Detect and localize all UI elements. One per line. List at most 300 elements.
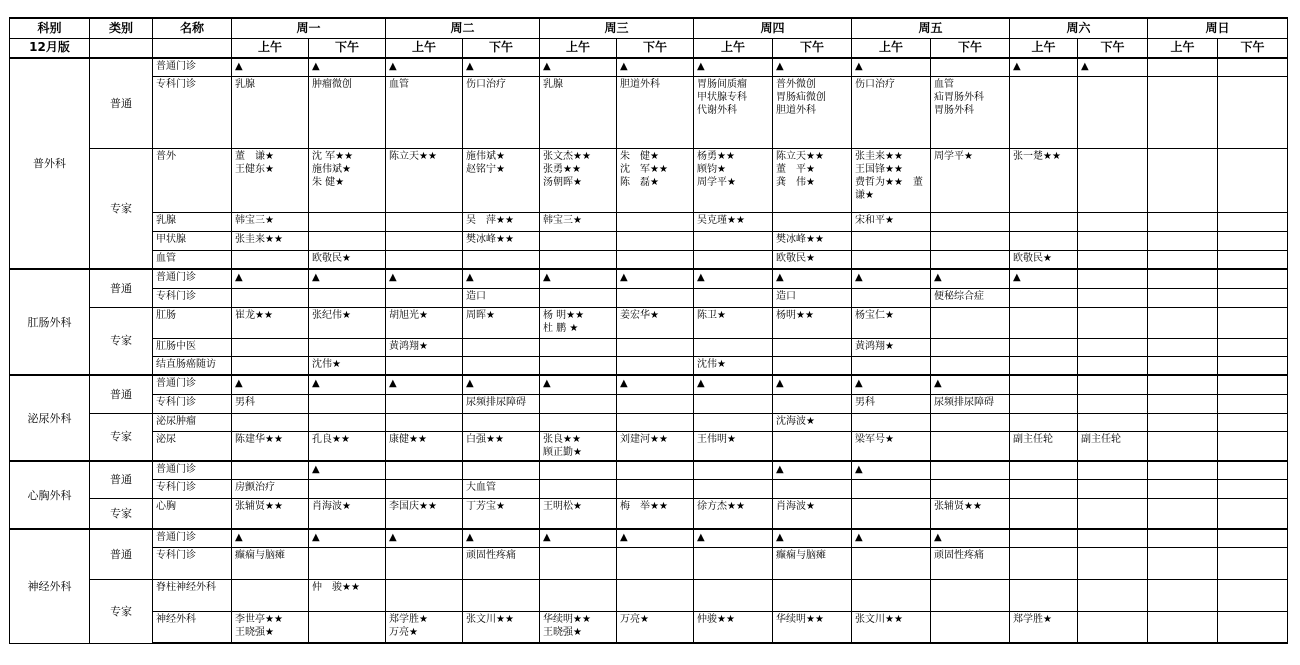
category-label: 专家: [90, 498, 153, 529]
schedule-cell: 陈建华★★: [232, 431, 309, 461]
day-header-wed: 周三: [540, 18, 694, 38]
clinic-name: 普通门诊: [153, 461, 232, 479]
schedule-cell: 华续明★★: [773, 611, 852, 643]
schedule-cell: 孔良★★: [309, 431, 386, 461]
schedule-cell: [232, 356, 309, 375]
schedule-cell: ▲: [463, 375, 540, 394]
schedule-cell: ▲: [617, 269, 694, 288]
dept-header: 科别: [10, 18, 90, 38]
clinic-name: 结直肠癌随访: [153, 356, 232, 375]
schedule-row: [10, 394, 1288, 413]
schedule-cell: ▲: [309, 375, 386, 394]
schedule-cell: [852, 498, 931, 529]
schedule-cell: 便秘综合症: [931, 288, 1010, 307]
schedule-cell: [232, 461, 309, 479]
schedule-cell: [1078, 288, 1148, 307]
schedule-cell: 欧敬民★: [309, 250, 386, 269]
schedule-cell: [1078, 307, 1148, 338]
schedule-cell: [1218, 288, 1288, 307]
schedule-cell: [386, 212, 463, 231]
schedule-cell: [773, 479, 852, 498]
schedule-cell: [540, 338, 617, 356]
clinic-name: 神经外科: [153, 611, 232, 643]
schedule-cell: [1148, 288, 1218, 307]
schedule-cell: 李世亭★★ 王晓强★: [232, 611, 309, 643]
schedule-cell: [1148, 269, 1218, 288]
schedule-cell: 施伟斌★ 赵铭宁★: [463, 148, 540, 212]
schedule-cell: 肿瘤微创: [309, 76, 386, 148]
clinic-name: 泌尿肿瘤: [153, 413, 232, 431]
schedule-cell: ▲: [540, 269, 617, 288]
schedule-cell: 韩宝三★: [232, 212, 309, 231]
schedule-cell: [1148, 250, 1218, 269]
schedule-cell: [1218, 579, 1288, 611]
schedule-cell: [1010, 498, 1078, 529]
name-header: 名称: [153, 18, 232, 38]
schedule-cell: 张辅贤★★: [232, 498, 309, 529]
schedule-cell: 癫痫与脑瘫: [232, 547, 309, 579]
schedule-cell: 梁军号★: [852, 431, 931, 461]
schedule-cell: 沈伟★: [694, 356, 773, 375]
schedule-cell: [232, 288, 309, 307]
schedule-cell: [463, 250, 540, 269]
schedule-cell: [386, 250, 463, 269]
schedule-cell: [1148, 338, 1218, 356]
schedule-cell: [773, 338, 852, 356]
schedule-cell: [931, 461, 1010, 479]
schedule-cell: [694, 338, 773, 356]
schedule-row: [10, 231, 1288, 250]
empty-header-cell: [153, 38, 232, 58]
schedule-row: [10, 338, 1288, 356]
schedule-cell: ▲: [540, 375, 617, 394]
schedule-cell: 张纪伟★: [309, 307, 386, 338]
schedule-cell: [1078, 461, 1148, 479]
schedule-cell: 男科: [852, 394, 931, 413]
category-label: 普通: [90, 461, 153, 498]
schedule-cell: 造口: [463, 288, 540, 307]
schedule-cell: [309, 611, 386, 643]
schedule-cell: 陈立天★★ 董 平★ 龚 伟★: [773, 148, 852, 212]
schedule-cell: [1078, 498, 1148, 529]
schedule-cell: [1218, 250, 1288, 269]
schedule-cell: [386, 394, 463, 413]
schedule-cell: [540, 250, 617, 269]
schedule-cell: 张辅贤★★: [931, 498, 1010, 529]
department-label: 肛肠外科: [10, 269, 90, 375]
schedule-cell: [1078, 579, 1148, 611]
schedule-cell: [386, 579, 463, 611]
schedule-cell: ▲: [1078, 58, 1148, 76]
schedule-cell: 尿频排尿障碍: [463, 394, 540, 413]
schedule-cell: [309, 288, 386, 307]
schedule-cell: [540, 356, 617, 375]
clinic-name: 泌尿: [153, 431, 232, 461]
schedule-cell: [1078, 479, 1148, 498]
pm-header: 下午: [931, 38, 1010, 58]
schedule-cell: [232, 579, 309, 611]
schedule-cell: 男科: [232, 394, 309, 413]
schedule-cell: 朱 健★ 沈 军★★ 陈 磊★: [617, 148, 694, 212]
clinic-name: 肛肠中医: [153, 338, 232, 356]
schedule-cell: 黄鸿翔★: [852, 338, 931, 356]
schedule-cell: ▲: [694, 269, 773, 288]
category-label: 普通: [90, 529, 153, 579]
schedule-cell: [309, 212, 386, 231]
schedule-cell: 顽固性疼痛: [463, 547, 540, 579]
schedule-cell: [1078, 394, 1148, 413]
schedule-cell: ▲: [617, 529, 694, 547]
schedule-cell: [1078, 375, 1148, 394]
schedule-cell: 梅 举★★: [617, 498, 694, 529]
schedule-cell: [773, 394, 852, 413]
schedule-cell: [617, 394, 694, 413]
clinic-name: 专科门诊: [153, 547, 232, 579]
schedule-cell: 欧敬民★: [1010, 250, 1078, 269]
schedule-cell: [617, 338, 694, 356]
schedule-cell: ▲: [773, 375, 852, 394]
schedule-cell: [1218, 611, 1288, 643]
schedule-cell: [1078, 212, 1148, 231]
table-body: [10, 58, 1288, 643]
table-header: [10, 18, 1288, 58]
schedule-cell: [1078, 611, 1148, 643]
schedule-cell: [1148, 498, 1218, 529]
schedule-cell: [931, 356, 1010, 375]
schedule-cell: [1148, 76, 1218, 148]
schedule-cell: [617, 231, 694, 250]
schedule-cell: 王伟明★: [694, 431, 773, 461]
schedule-row: [10, 498, 1288, 529]
schedule-cell: [386, 547, 463, 579]
schedule-cell: 肖海波★: [773, 498, 852, 529]
schedule-cell: [1218, 431, 1288, 461]
schedule-cell: 宋和平★: [852, 212, 931, 231]
schedule-cell: 沈 军★★ 施伟斌★ 朱 健★: [309, 148, 386, 212]
schedule-cell: ▲: [773, 58, 852, 76]
category-label: 专家: [90, 148, 153, 269]
day-header-mon: 周一: [232, 18, 386, 38]
schedule-cell: ▲: [852, 529, 931, 547]
schedule-cell: [617, 479, 694, 498]
schedule-cell: [931, 338, 1010, 356]
schedule-cell: [386, 461, 463, 479]
schedule-row: [10, 269, 1288, 288]
schedule-cell: [1218, 498, 1288, 529]
schedule-cell: 韩宝三★: [540, 212, 617, 231]
schedule-cell: 副主任轮: [1078, 431, 1148, 461]
schedule-cell: [1148, 231, 1218, 250]
schedule-cell: ▲: [773, 461, 852, 479]
schedule-row: [10, 479, 1288, 498]
schedule-cell: [309, 394, 386, 413]
schedule-row: [10, 288, 1288, 307]
schedule-cell: [1148, 307, 1218, 338]
schedule-cell: [1010, 579, 1078, 611]
schedule-cell: ▲: [852, 461, 931, 479]
schedule-cell: ▲: [386, 269, 463, 288]
clinic-name: 普外: [153, 148, 232, 212]
schedule-cell: [617, 547, 694, 579]
schedule-cell: [309, 231, 386, 250]
schedule-cell: [540, 231, 617, 250]
schedule-cell: [694, 413, 773, 431]
schedule-cell: [1148, 212, 1218, 231]
schedule-cell: [694, 479, 773, 498]
clinic-name: 普通门诊: [153, 269, 232, 288]
am-header: 上午: [852, 38, 931, 58]
schedule-cell: 癫痫与脑瘫: [773, 547, 852, 579]
schedule-cell: [540, 547, 617, 579]
schedule-cell: [309, 338, 386, 356]
schedule-cell: ▲: [617, 375, 694, 394]
schedule-cell: ▲: [309, 58, 386, 76]
schedule-cell: 沈伟★: [309, 356, 386, 375]
schedule-cell: 张文杰★★ 张勇★★ 汤朝晖★: [540, 148, 617, 212]
schedule-cell: 胃肠间质瘤 甲状腺专科 代谢外科: [694, 76, 773, 148]
schedule-cell: [1010, 394, 1078, 413]
clinic-name: 普通门诊: [153, 375, 232, 394]
schedule-cell: [386, 231, 463, 250]
clinic-name: 专科门诊: [153, 76, 232, 148]
schedule-cell: 樊冰峰★★: [463, 231, 540, 250]
schedule-cell: 徐方杰★★: [694, 498, 773, 529]
schedule-cell: [1078, 269, 1148, 288]
schedule-cell: [1148, 611, 1218, 643]
schedule-cell: [1218, 479, 1288, 498]
schedule-cell: [1078, 547, 1148, 579]
schedule-cell: [1010, 288, 1078, 307]
department-label: 泌尿外科: [10, 375, 90, 461]
schedule-row: [10, 461, 1288, 479]
schedule-cell: [1078, 356, 1148, 375]
schedule-cell: [931, 231, 1010, 250]
schedule-cell: 仲 骏★★: [309, 579, 386, 611]
schedule-cell: [694, 288, 773, 307]
category-label: 普通: [90, 58, 153, 148]
day-header-thu: 周四: [694, 18, 852, 38]
schedule-row: [10, 212, 1288, 231]
clinic-schedule-table: [9, 17, 1288, 644]
department-label: 心胸外科: [10, 461, 90, 529]
schedule-cell: 崔龙★★: [232, 307, 309, 338]
schedule-row: [10, 250, 1288, 269]
schedule-cell: ▲: [852, 58, 931, 76]
schedule-cell: [931, 431, 1010, 461]
schedule-row: [10, 431, 1288, 461]
schedule-cell: 普外微创 胃肠疝微创 胆道外科: [773, 76, 852, 148]
schedule-cell: 郑学胜★: [1010, 611, 1078, 643]
schedule-cell: [931, 611, 1010, 643]
schedule-cell: [1218, 547, 1288, 579]
schedule-cell: [852, 547, 931, 579]
schedule-cell: [617, 212, 694, 231]
schedule-cell: ▲: [232, 58, 309, 76]
schedule-cell: [931, 579, 1010, 611]
schedule-cell: 副主任轮: [1010, 431, 1078, 461]
clinic-name: 心胸: [153, 498, 232, 529]
pm-header: 下午: [1218, 38, 1288, 58]
am-header: 上午: [694, 38, 773, 58]
schedule-row: [10, 76, 1288, 148]
schedule-cell: [1078, 413, 1148, 431]
schedule-cell: [694, 250, 773, 269]
pm-header: 下午: [1078, 38, 1148, 58]
schedule-cell: [852, 250, 931, 269]
schedule-cell: ▲: [309, 529, 386, 547]
schedule-cell: [694, 547, 773, 579]
schedule-cell: [1148, 413, 1218, 431]
schedule-cell: 杨勇★★ 顾钧★ 周学平★: [694, 148, 773, 212]
schedule-cell: [1078, 148, 1148, 212]
schedule-cell: 乳腺: [540, 76, 617, 148]
category-label: 普通: [90, 269, 153, 307]
category-label: 专家: [90, 579, 153, 643]
clinic-name: 血管: [153, 250, 232, 269]
day-header-sat: 周六: [1010, 18, 1148, 38]
schedule-cell: 杨明★★: [773, 307, 852, 338]
clinic-name: 肛肠: [153, 307, 232, 338]
schedule-cell: ▲: [617, 58, 694, 76]
schedule-cell: [463, 461, 540, 479]
day-header-fri: 周五: [852, 18, 1010, 38]
schedule-cell: 樊冰峰★★: [773, 231, 852, 250]
schedule-cell: ▲: [931, 375, 1010, 394]
pm-header: 下午: [617, 38, 694, 58]
category-header: 类别: [90, 18, 153, 38]
schedule-cell: 大血管: [463, 479, 540, 498]
schedule-cell: [540, 413, 617, 431]
schedule-cell: [852, 413, 931, 431]
schedule-cell: [1218, 58, 1288, 76]
schedule-cell: 张文川★★: [852, 611, 931, 643]
pm-header: 下午: [463, 38, 540, 58]
schedule-cell: [617, 579, 694, 611]
schedule-cell: [617, 461, 694, 479]
schedule-cell: 沈海波★: [773, 413, 852, 431]
schedule-cell: [386, 356, 463, 375]
schedule-cell: [1218, 76, 1288, 148]
pm-header: 下午: [309, 38, 386, 58]
schedule-cell: [1078, 250, 1148, 269]
schedule-cell: ▲: [309, 269, 386, 288]
schedule-cell: [540, 461, 617, 479]
schedule-cell: ▲: [540, 58, 617, 76]
schedule-cell: [1148, 479, 1218, 498]
schedule-cell: [309, 479, 386, 498]
schedule-cell: [773, 431, 852, 461]
schedule-cell: [463, 356, 540, 375]
schedule-cell: 肖海波★: [309, 498, 386, 529]
schedule-cell: [617, 356, 694, 375]
schedule-cell: 杨宝仁★: [852, 307, 931, 338]
schedule-cell: [852, 356, 931, 375]
schedule-cell: ▲: [386, 529, 463, 547]
schedule-cell: ▲: [852, 269, 931, 288]
am-header: 上午: [232, 38, 309, 58]
schedule-cell: 刘建河★★: [617, 431, 694, 461]
schedule-cell: [232, 250, 309, 269]
schedule-cell: ▲: [386, 375, 463, 394]
schedule-cell: 董 谦★ 王健东★: [232, 148, 309, 212]
schedule-cell: ▲: [463, 269, 540, 288]
schedule-cell: [386, 479, 463, 498]
schedule-cell: [309, 413, 386, 431]
schedule-cell: 血管 疝胃肠外科 胃肠外科: [931, 76, 1010, 148]
schedule-row: [10, 375, 1288, 394]
schedule-cell: 房颤治疗: [232, 479, 309, 498]
schedule-cell: 吴 萍★★: [463, 212, 540, 231]
empty-header-cell: [90, 38, 153, 58]
schedule-cell: ▲: [232, 269, 309, 288]
schedule-cell: ▲: [1010, 58, 1078, 76]
clinic-name: 专科门诊: [153, 394, 232, 413]
schedule-cell: [1148, 58, 1218, 76]
schedule-cell: 乳腺: [232, 76, 309, 148]
schedule-cell: [931, 413, 1010, 431]
schedule-row: [10, 529, 1288, 547]
schedule-cell: [617, 413, 694, 431]
schedule-cell: [852, 579, 931, 611]
schedule-cell: [1010, 461, 1078, 479]
category-label: 专家: [90, 413, 153, 461]
schedule-cell: [617, 288, 694, 307]
schedule-row: [10, 579, 1288, 611]
schedule-cell: ▲: [773, 269, 852, 288]
schedule-cell: 血管: [386, 76, 463, 148]
schedule-cell: [617, 250, 694, 269]
schedule-cell: [1148, 375, 1218, 394]
schedule-cell: 杨 明★★ 杜 鹏 ★: [540, 307, 617, 338]
schedule-cell: 黄鸿翔★: [386, 338, 463, 356]
schedule-cell: 张良★★ 顾正勤★: [540, 431, 617, 461]
am-header: 上午: [1148, 38, 1218, 58]
category-label: 专家: [90, 307, 153, 375]
schedule-cell: [1010, 356, 1078, 375]
schedule-cell: [931, 307, 1010, 338]
version-label: 12月版: [10, 38, 90, 58]
pm-header: 下午: [773, 38, 852, 58]
schedule-cell: [463, 579, 540, 611]
schedule-cell: 造口: [773, 288, 852, 307]
am-header: 上午: [386, 38, 463, 58]
schedule-cell: 伤口治疗: [463, 76, 540, 148]
schedule-cell: [1078, 231, 1148, 250]
schedule-cell: [1010, 547, 1078, 579]
schedule-cell: ▲: [694, 375, 773, 394]
schedule-cell: [1218, 338, 1288, 356]
schedule-cell: [232, 413, 309, 431]
schedule-cell: 康健★★: [386, 431, 463, 461]
schedule-cell: [1078, 338, 1148, 356]
schedule-cell: [386, 413, 463, 431]
schedule-cell: 王明松★: [540, 498, 617, 529]
schedule-cell: [1010, 413, 1078, 431]
schedule-cell: [463, 413, 540, 431]
schedule-cell: ▲: [773, 529, 852, 547]
schedule-cell: [694, 461, 773, 479]
schedule-cell: [1218, 375, 1288, 394]
schedule-cell: ▲: [386, 58, 463, 76]
clinic-name: 专科门诊: [153, 479, 232, 498]
clinic-name: 甲状腺: [153, 231, 232, 250]
day-header-tue: 周二: [386, 18, 540, 38]
schedule-cell: [540, 479, 617, 498]
schedule-cell: 张文川★★: [463, 611, 540, 643]
schedule-cell: 万亮★: [617, 611, 694, 643]
schedule-cell: [852, 231, 931, 250]
category-label: 普通: [90, 375, 153, 413]
